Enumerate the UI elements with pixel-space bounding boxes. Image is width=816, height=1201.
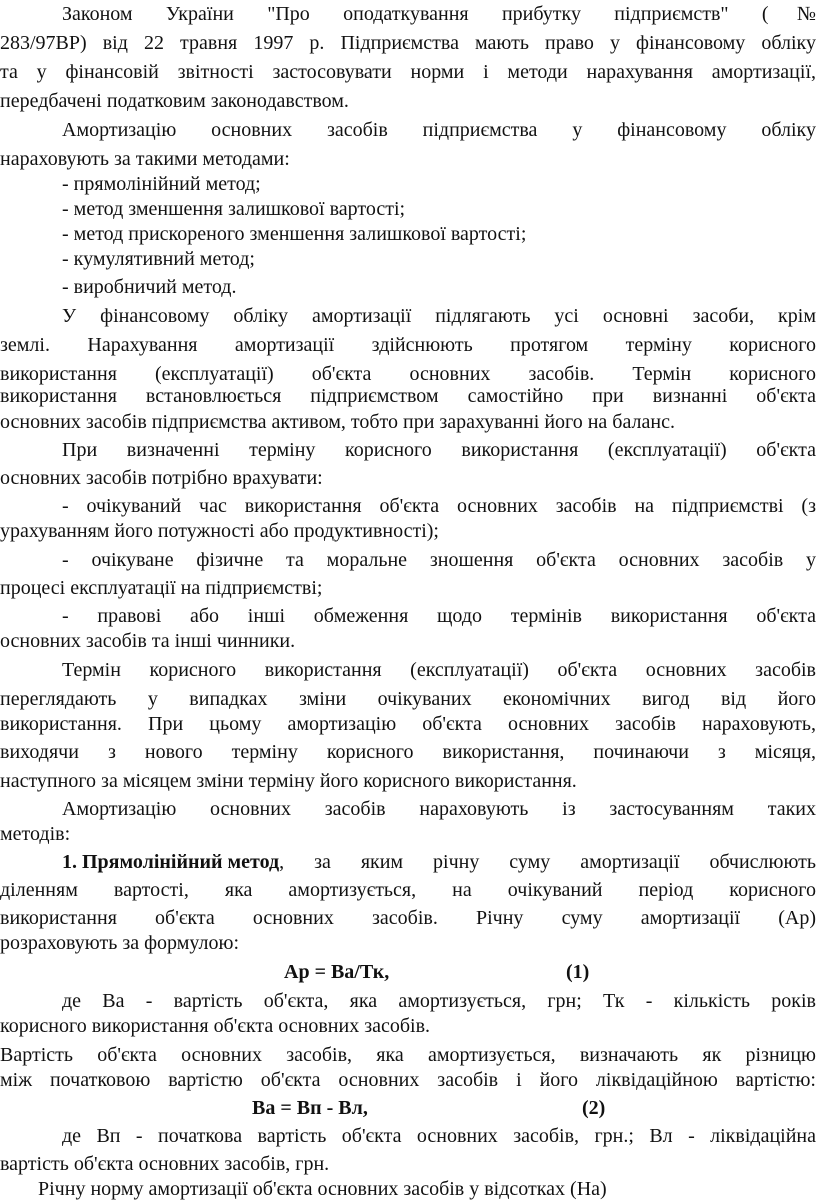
list-item: - правові або інші обмеження щодо термінів використання об'єкта [62,605,816,627]
text-line: Амортизацію основних засобів підприємства у фінансовому обліку [62,119,816,141]
text-line: використання (експлуатації) об'єкта основних засобів. Термін корисного [0,363,816,385]
text-line: урахуванням його потужності або продуктивності); [0,520,439,542]
formula-number: (1) [566,961,590,983]
list-item: - кумулятивний метод; [62,248,255,270]
formula: Ар = Ва/Тк, [284,961,390,983]
text-line: наступного за місяцем зміни терміну його корисного використання. [0,770,577,792]
text-line: основних засобів та інші чинники. [0,630,296,652]
list-item: - метод прискореного зменшення залишкової вартості; [62,223,527,245]
text-line: нараховують за такими методами: [0,148,290,170]
text-line: При визначенні терміну корисного використання (експлуатації) об'єкта [62,439,816,461]
text-line: де Ва - вартість об'єкта, яка амортизується, грн; Тк - кількість років [62,990,816,1012]
text-line: використання встановлюється підприємством самостійно при визнанні об'єкта [0,385,816,407]
text-line [62,850,816,874]
text-line: переглядають у випадках зміни очікуваних економічних вигод від його [0,688,816,710]
text-line: землі. Нарахування амортизації здійснюють протягом терміну корисного [0,334,816,356]
text-line: Законом України "Про оподаткування прибутку підприємств" (№ [62,3,816,25]
text-line: вартість об'єкта основних засобів, грн. [0,1153,330,1175]
text-line: Амортизацію основних засобів нараховують із застосуванням таких [62,798,816,820]
text-line: використання. При цьому амортизацію об'єкта основних засобів нараховують, [0,713,816,735]
list-item: - виробничий метод. [62,276,237,298]
list-item: - прямолінійний метод; [62,173,261,195]
list-item: - очікуваний час використання об'єкта основних засобів на підприємстві (з [62,495,816,517]
text-line: між початковою вартістю об'єкта основних засобів і його ліквідаційною вартістю: [0,1069,816,1091]
text-line: передбачені податковим законодавством. [0,90,349,112]
text-line: корисного використання об'єкта основних засобів. [0,1015,431,1037]
text-line: діленням вартості, яка амортизується, на очікуваний період корисного [0,879,816,901]
text-line: 283/97ВР) від 22 травня 1997 р. Підприємства мають право у фінансовому обліку [0,32,816,54]
text-line: Річну норму амортизації об'єкта основних засобів у відсотках (На) [38,1178,607,1200]
formula-number: (2) [582,1097,606,1119]
text-line: розраховують за формулою: [0,932,240,954]
list-item: - метод зменшення залишкової вартості; [62,198,406,220]
text-line: де Вп - початкова вартість об'єкта основних засобів, грн.; Вл - ліквідаційна [62,1125,816,1147]
text-line: та у фінансовій звітності застосовувати норми і методи нарахування амортизації, [0,61,816,83]
text-line: використання об'єкта основних засобів. Річну суму амортизації (Ар) [0,907,816,929]
text-line: Вартість об'єкта основних засобів, яка амортизується, визначають як різницю [0,1044,816,1066]
text-line: виходячи з нового терміну корисного використання, починаючи з місяця, [0,741,816,763]
text-line: основних засобів підприємства активом, тобто при зарахуванні його на баланс. [0,411,675,433]
text-line: методів: [0,823,71,845]
list-item: - очікуване фізичне та моральне зношення об'єкта основних засобів у [62,549,816,571]
method-heading: 1. Прямолінійний метод [62,851,280,873]
text-line: У фінансовому обліку амортизації підлягають усі основні засоби, крім [62,305,816,327]
text-line: основних засобів потрібно врахувати: [0,467,323,489]
text-line: процесі експлуатації на підприємстві; [0,577,323,599]
text-fragment: , за яким річну суму амортизації обчислюють [279,851,816,873]
text-line: Термін корисного використання (експлуатації) об'єкта основних засобів [62,659,816,681]
formula: Ва = Вп - Вл, [252,1097,368,1119]
